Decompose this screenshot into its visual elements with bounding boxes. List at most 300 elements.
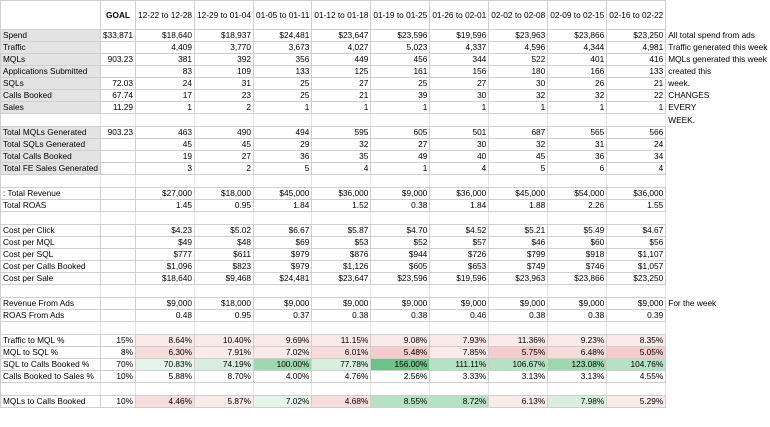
value-cell[interactable]: 1 (136, 102, 195, 114)
metric-label-cell[interactable]: Sales (1, 102, 101, 114)
value-cell[interactable]: 36 (253, 151, 311, 163)
value-cell[interactable]: 501 (430, 127, 489, 139)
value-cell[interactable]: $23,596 (371, 273, 430, 285)
week-header[interactable]: 01-19 to 01-25 (371, 1, 430, 30)
value-cell[interactable]: 687 (489, 127, 548, 139)
value-cell[interactable]: 104.76% (607, 359, 666, 371)
value-cell[interactable]: 1.84 (430, 200, 489, 212)
value-cell[interactable]: 4.46% (136, 396, 195, 408)
value-cell[interactable]: 4.68% (312, 396, 371, 408)
value-cell[interactable]: $944 (371, 249, 430, 261)
value-cell[interactable]: 45 (195, 139, 254, 151)
empty-cell[interactable] (253, 212, 311, 225)
goal-cell[interactable]: 15% (101, 335, 136, 347)
value-cell[interactable]: 31 (195, 78, 254, 90)
value-cell[interactable]: 11.15% (312, 335, 371, 347)
value-cell[interactable]: $36,000 (312, 188, 371, 200)
value-cell[interactable]: $19,596 (430, 30, 489, 42)
value-cell[interactable]: $27,000 (136, 188, 195, 200)
value-cell[interactable]: $9,000 (312, 298, 371, 310)
metric-label-cell[interactable]: MQLs to Calls Booked (1, 396, 101, 408)
value-cell[interactable]: 22 (607, 90, 666, 102)
value-cell[interactable]: $5.02 (195, 225, 254, 237)
empty-cell[interactable] (548, 285, 607, 298)
empty-cell[interactable] (136, 175, 195, 188)
value-cell[interactable]: 35 (312, 151, 371, 163)
value-cell[interactable]: 25 (371, 78, 430, 90)
value-cell[interactable]: 2.56% (371, 371, 430, 383)
value-cell[interactable]: 3.13% (489, 371, 548, 383)
value-cell[interactable]: 45 (136, 139, 195, 151)
metric-label-cell[interactable]: Total SQLs Generated (1, 139, 101, 151)
metric-label-cell[interactable]: Traffic to MQL % (1, 335, 101, 347)
empty-cell[interactable] (1, 175, 101, 188)
value-cell[interactable]: 111.11% (430, 359, 489, 371)
value-cell[interactable]: $9,000 (430, 298, 489, 310)
value-cell[interactable]: 25 (253, 78, 311, 90)
value-cell[interactable]: $9,000 (607, 298, 666, 310)
empty-cell[interactable] (430, 175, 489, 188)
value-cell[interactable]: $653 (430, 261, 489, 273)
empty-cell[interactable] (371, 212, 430, 225)
value-cell[interactable]: 49 (371, 151, 430, 163)
value-cell[interactable]: 45 (489, 151, 548, 163)
value-cell[interactable]: 3 (136, 163, 195, 175)
empty-cell[interactable] (548, 212, 607, 225)
value-cell[interactable]: 125 (312, 66, 371, 78)
metric-label-cell[interactable]: MQLs (1, 54, 101, 66)
value-cell[interactable]: $69 (253, 237, 311, 249)
value-cell[interactable]: 356 (253, 54, 311, 66)
value-cell[interactable]: 416 (607, 54, 666, 66)
value-cell[interactable]: 381 (136, 54, 195, 66)
value-cell[interactable]: $9,000 (136, 298, 195, 310)
value-cell[interactable]: $6.67 (253, 225, 311, 237)
value-cell[interactable]: 1 (312, 102, 371, 114)
value-cell[interactable]: 494 (253, 127, 311, 139)
empty-cell[interactable] (489, 285, 548, 298)
empty-cell[interactable] (548, 322, 607, 335)
value-cell[interactable]: 31 (548, 139, 607, 151)
value-cell[interactable]: $45,000 (489, 188, 548, 200)
value-cell[interactable]: 0.38 (548, 310, 607, 322)
value-cell[interactable]: 21 (607, 78, 666, 90)
metric-label-cell[interactable]: Total MQLs Generated (1, 127, 101, 139)
empty-cell[interactable] (430, 383, 489, 396)
value-cell[interactable]: 3,770 (195, 42, 254, 54)
empty-cell[interactable] (489, 322, 548, 335)
value-cell[interactable]: 7.98% (548, 396, 607, 408)
empty-cell[interactable] (136, 212, 195, 225)
goal-cell[interactable]: 11.29 (101, 102, 136, 114)
value-cell[interactable]: $60 (548, 237, 607, 249)
value-cell[interactable]: 5.29% (607, 396, 666, 408)
value-cell[interactable]: 5 (489, 163, 548, 175)
value-cell[interactable]: 8.70% (195, 371, 254, 383)
goal-cell[interactable] (101, 225, 136, 237)
value-cell[interactable]: 2 (195, 163, 254, 175)
value-cell[interactable]: 32 (489, 90, 548, 102)
value-cell[interactable]: $19,596 (430, 273, 489, 285)
empty-cell[interactable] (101, 114, 136, 127)
empty-cell[interactable] (1, 285, 101, 298)
metric-label-cell[interactable]: Cost per Calls Booked (1, 261, 101, 273)
empty-cell[interactable] (548, 114, 607, 127)
value-cell[interactable]: 4.76% (312, 371, 371, 383)
week-header[interactable]: 01-05 to 01-11 (253, 1, 311, 30)
value-cell[interactable]: 4,596 (489, 42, 548, 54)
value-cell[interactable]: 3.33% (430, 371, 489, 383)
value-cell[interactable]: 7.91% (195, 347, 254, 359)
empty-cell[interactable] (1, 212, 101, 225)
value-cell[interactable]: $9,000 (548, 298, 607, 310)
value-cell[interactable]: $979 (253, 261, 311, 273)
empty-cell[interactable] (607, 322, 666, 335)
value-cell[interactable]: 133 (253, 66, 311, 78)
goal-cell[interactable] (101, 151, 136, 163)
empty-cell[interactable] (195, 175, 254, 188)
empty-cell[interactable] (607, 383, 666, 396)
value-cell[interactable]: 109 (195, 66, 254, 78)
goal-header[interactable]: GOAL (101, 1, 136, 30)
value-cell[interactable]: $4.67 (607, 225, 666, 237)
value-cell[interactable]: 123.08% (548, 359, 607, 371)
empty-cell[interactable] (101, 322, 136, 335)
value-cell[interactable]: 1.88 (489, 200, 548, 212)
empty-cell[interactable] (312, 212, 371, 225)
value-cell[interactable]: 4,409 (136, 42, 195, 54)
empty-cell[interactable] (371, 322, 430, 335)
value-cell[interactable]: 0.38 (312, 310, 371, 322)
empty-cell[interactable] (312, 285, 371, 298)
value-cell[interactable]: 24 (607, 139, 666, 151)
empty-cell[interactable] (253, 114, 311, 127)
empty-cell[interactable] (607, 212, 666, 225)
value-cell[interactable]: 0.39 (607, 310, 666, 322)
value-cell[interactable]: 1 (607, 102, 666, 114)
value-cell[interactable]: $4.52 (430, 225, 489, 237)
week-header[interactable]: 12-22 to 12-28 (136, 1, 195, 30)
value-cell[interactable]: 1 (371, 163, 430, 175)
empty-cell[interactable] (430, 322, 489, 335)
value-cell[interactable]: 32 (548, 90, 607, 102)
value-cell[interactable]: 1.45 (136, 200, 195, 212)
value-cell[interactable]: 1 (371, 102, 430, 114)
week-header[interactable]: 01-12 to 01-18 (312, 1, 371, 30)
empty-cell[interactable] (489, 383, 548, 396)
value-cell[interactable]: $726 (430, 249, 489, 261)
value-cell[interactable]: 70.83% (136, 359, 195, 371)
value-cell[interactable]: 7.02% (253, 347, 311, 359)
value-cell[interactable]: 0.46 (430, 310, 489, 322)
value-cell[interactable]: 6.13% (489, 396, 548, 408)
value-cell[interactable]: 11.36% (489, 335, 548, 347)
empty-cell[interactable] (607, 285, 666, 298)
goal-cell[interactable] (101, 188, 136, 200)
value-cell[interactable]: 5 (253, 163, 311, 175)
value-cell[interactable]: 490 (195, 127, 254, 139)
empty-cell[interactable] (253, 383, 311, 396)
value-cell[interactable]: $49 (136, 237, 195, 249)
empty-cell[interactable] (136, 285, 195, 298)
value-cell[interactable]: $823 (195, 261, 254, 273)
value-cell[interactable]: 30 (430, 139, 489, 151)
value-cell[interactable]: $1,107 (607, 249, 666, 261)
value-cell[interactable]: $605 (371, 261, 430, 273)
value-cell[interactable]: 4,981 (607, 42, 666, 54)
metric-label-cell[interactable]: Cost per SQL (1, 249, 101, 261)
metric-label-cell[interactable]: Total ROAS (1, 200, 101, 212)
value-cell[interactable]: 10.40% (195, 335, 254, 347)
value-cell[interactable]: 4.00% (253, 371, 311, 383)
goal-cell[interactable] (101, 298, 136, 310)
value-cell[interactable]: 6.48% (548, 347, 607, 359)
value-cell[interactable]: 401 (548, 54, 607, 66)
value-cell[interactable]: 25 (253, 90, 311, 102)
value-cell[interactable]: 1 (548, 102, 607, 114)
value-cell[interactable]: 39 (371, 90, 430, 102)
value-cell[interactable]: 5,023 (371, 42, 430, 54)
empty-cell[interactable] (1, 383, 101, 396)
value-cell[interactable]: 0.38 (489, 310, 548, 322)
value-cell[interactable]: $36,000 (607, 188, 666, 200)
value-cell[interactable]: 3.13% (548, 371, 607, 383)
goal-cell[interactable]: 10% (101, 371, 136, 383)
metric-label-cell[interactable]: Calls Booked to Sales % (1, 371, 101, 383)
value-cell[interactable]: $52 (371, 237, 430, 249)
value-cell[interactable]: 4,344 (548, 42, 607, 54)
value-cell[interactable]: 6.01% (312, 347, 371, 359)
value-cell[interactable]: 40 (430, 151, 489, 163)
value-cell[interactable]: $918 (548, 249, 607, 261)
value-cell[interactable]: $23,647 (312, 30, 371, 42)
empty-cell[interactable] (195, 322, 254, 335)
value-cell[interactable]: 6 (548, 163, 607, 175)
empty-cell[interactable] (195, 285, 254, 298)
value-cell[interactable]: $1,096 (136, 261, 195, 273)
value-cell[interactable]: 27 (430, 78, 489, 90)
empty-cell[interactable] (312, 114, 371, 127)
value-cell[interactable]: 566 (607, 127, 666, 139)
empty-cell[interactable] (101, 285, 136, 298)
value-cell[interactable]: 4 (607, 163, 666, 175)
value-cell[interactable]: $45,000 (253, 188, 311, 200)
value-cell[interactable]: 74.19% (195, 359, 254, 371)
value-cell[interactable]: 166 (548, 66, 607, 78)
empty-cell[interactable] (195, 114, 254, 127)
value-cell[interactable]: 4,337 (430, 42, 489, 54)
value-cell[interactable]: $23,647 (312, 273, 371, 285)
goal-cell[interactable] (101, 66, 136, 78)
value-cell[interactable]: 5.88% (136, 371, 195, 383)
value-cell[interactable]: 0.95 (195, 200, 254, 212)
empty-cell[interactable] (253, 322, 311, 335)
metric-label-cell[interactable]: MQL to SQL % (1, 347, 101, 359)
value-cell[interactable]: $23,963 (489, 30, 548, 42)
value-cell[interactable]: 156 (430, 66, 489, 78)
empty-cell[interactable] (253, 175, 311, 188)
value-cell[interactable]: 24 (136, 78, 195, 90)
value-cell[interactable]: 2 (195, 102, 254, 114)
value-cell[interactable]: $18,640 (136, 273, 195, 285)
value-cell[interactable]: $1,126 (312, 261, 371, 273)
empty-cell[interactable] (253, 285, 311, 298)
empty-cell[interactable] (607, 175, 666, 188)
value-cell[interactable]: 23 (195, 90, 254, 102)
week-header[interactable]: 12-29 to 01-04 (195, 1, 254, 30)
empty-cell[interactable] (489, 175, 548, 188)
value-cell[interactable]: 5.87% (195, 396, 254, 408)
metric-label-cell[interactable]: Applications Submitted (1, 66, 101, 78)
empty-cell[interactable] (430, 212, 489, 225)
value-cell[interactable]: $9,000 (489, 298, 548, 310)
value-cell[interactable]: 8.35% (607, 335, 666, 347)
value-cell[interactable]: 27 (312, 78, 371, 90)
empty-cell[interactable] (548, 383, 607, 396)
metric-label-cell[interactable]: SQL to Calls Booked % (1, 359, 101, 371)
value-cell[interactable]: 1.55 (607, 200, 666, 212)
value-cell[interactable]: $799 (489, 249, 548, 261)
value-cell[interactable]: $4.23 (136, 225, 195, 237)
empty-cell[interactable] (371, 175, 430, 188)
goal-cell[interactable]: 67.74 (101, 90, 136, 102)
empty-cell[interactable] (1, 322, 101, 335)
goal-cell[interactable]: 8% (101, 347, 136, 359)
goal-cell[interactable]: $33,871 (101, 30, 136, 42)
value-cell[interactable]: 1.52 (312, 200, 371, 212)
value-cell[interactable]: $9,468 (195, 273, 254, 285)
value-cell[interactable]: $23,250 (607, 30, 666, 42)
value-cell[interactable]: 7.93% (430, 335, 489, 347)
week-header[interactable]: 01-26 to 02-01 (430, 1, 489, 30)
value-cell[interactable]: 595 (312, 127, 371, 139)
value-cell[interactable]: 6.30% (136, 347, 195, 359)
goal-cell[interactable]: 10% (101, 396, 136, 408)
value-cell[interactable]: 4,027 (312, 42, 371, 54)
value-cell[interactable]: 27 (371, 139, 430, 151)
value-cell[interactable]: 17 (136, 90, 195, 102)
week-header[interactable]: 02-09 to 02-15 (548, 1, 607, 30)
empty-cell[interactable] (195, 383, 254, 396)
goal-cell[interactable] (101, 139, 136, 151)
value-cell[interactable]: 32 (489, 139, 548, 151)
value-cell[interactable]: 36 (548, 151, 607, 163)
value-cell[interactable]: 30 (430, 90, 489, 102)
value-cell[interactable]: $5.21 (489, 225, 548, 237)
metric-label-cell[interactable]: Revenue From Ads (1, 298, 101, 310)
value-cell[interactable]: $23,963 (489, 273, 548, 285)
metric-label-cell[interactable]: Calls Booked (1, 90, 101, 102)
value-cell[interactable]: 161 (371, 66, 430, 78)
empty-cell[interactable] (371, 383, 430, 396)
value-cell[interactable]: 1 (253, 102, 311, 114)
value-cell[interactable]: $56 (607, 237, 666, 249)
value-cell[interactable]: 4 (430, 163, 489, 175)
metric-label-cell[interactable]: Traffic (1, 42, 101, 54)
metric-label-cell[interactable]: SQLs (1, 78, 101, 90)
value-cell[interactable]: 7.85% (430, 347, 489, 359)
empty-cell[interactable] (312, 322, 371, 335)
empty-cell[interactable] (136, 114, 195, 127)
value-cell[interactable]: $23,250 (607, 273, 666, 285)
value-cell[interactable]: $54,000 (548, 188, 607, 200)
value-cell[interactable]: $749 (489, 261, 548, 273)
empty-cell[interactable] (195, 212, 254, 225)
value-cell[interactable]: $23,866 (548, 30, 607, 42)
empty-cell[interactable] (101, 175, 136, 188)
value-cell[interactable]: 1 (489, 102, 548, 114)
value-cell[interactable]: 180 (489, 66, 548, 78)
value-cell[interactable]: $18,000 (195, 298, 254, 310)
metric-label-cell[interactable]: Spend (1, 30, 101, 42)
value-cell[interactable]: 5.48% (371, 347, 430, 359)
value-cell[interactable]: 30 (489, 78, 548, 90)
value-cell[interactable]: 565 (548, 127, 607, 139)
value-cell[interactable]: 100.00% (253, 359, 311, 371)
value-cell[interactable]: 605 (371, 127, 430, 139)
value-cell[interactable]: 156.00% (371, 359, 430, 371)
value-cell[interactable]: 3,673 (253, 42, 311, 54)
value-cell[interactable]: $18,937 (195, 30, 254, 42)
value-cell[interactable]: $18,640 (136, 30, 195, 42)
value-cell[interactable]: 5.05% (607, 347, 666, 359)
value-cell[interactable]: 4 (312, 163, 371, 175)
goal-cell[interactable] (101, 200, 136, 212)
goal-cell[interactable] (101, 310, 136, 322)
metric-label-cell[interactable]: Cost per Sale (1, 273, 101, 285)
goal-cell[interactable]: 903.23 (101, 127, 136, 139)
value-cell[interactable]: 0.37 (253, 310, 311, 322)
value-cell[interactable]: 463 (136, 127, 195, 139)
empty-cell[interactable] (136, 322, 195, 335)
goal-cell[interactable]: 72.03 (101, 78, 136, 90)
metric-label-cell[interactable]: Total FE Sales Generated (1, 163, 101, 175)
value-cell[interactable]: 83 (136, 66, 195, 78)
value-cell[interactable]: 27 (195, 151, 254, 163)
value-cell[interactable]: 5.75% (489, 347, 548, 359)
goal-cell[interactable] (101, 273, 136, 285)
corner-cell[interactable] (1, 1, 101, 30)
value-cell[interactable]: 32 (312, 139, 371, 151)
empty-cell[interactable] (101, 212, 136, 225)
value-cell[interactable]: 456 (371, 54, 430, 66)
metric-label-cell[interactable]: ROAS From Ads (1, 310, 101, 322)
value-cell[interactable]: 4.55% (607, 371, 666, 383)
value-cell[interactable]: 8.64% (136, 335, 195, 347)
value-cell[interactable]: 9.69% (253, 335, 311, 347)
value-cell[interactable]: $57 (430, 237, 489, 249)
empty-cell[interactable] (371, 285, 430, 298)
goal-cell[interactable] (101, 249, 136, 261)
goal-cell[interactable]: 903.23 (101, 54, 136, 66)
value-cell[interactable]: $9,000 (371, 188, 430, 200)
value-cell[interactable]: $48 (195, 237, 254, 249)
value-cell[interactable]: $18,000 (195, 188, 254, 200)
metric-label-cell[interactable]: : Total Revenue (1, 188, 101, 200)
value-cell[interactable]: $9,000 (253, 298, 311, 310)
value-cell[interactable]: $4.70 (371, 225, 430, 237)
goal-cell[interactable]: 70% (101, 359, 136, 371)
empty-cell[interactable] (101, 383, 136, 396)
empty-cell[interactable] (489, 212, 548, 225)
value-cell[interactable]: $5.49 (548, 225, 607, 237)
empty-cell[interactable] (371, 114, 430, 127)
value-cell[interactable]: $9,000 (371, 298, 430, 310)
week-header[interactable]: 02-16 to 02-22 (607, 1, 666, 30)
empty-cell[interactable] (548, 175, 607, 188)
goal-cell[interactable] (101, 163, 136, 175)
value-cell[interactable]: $46 (489, 237, 548, 249)
